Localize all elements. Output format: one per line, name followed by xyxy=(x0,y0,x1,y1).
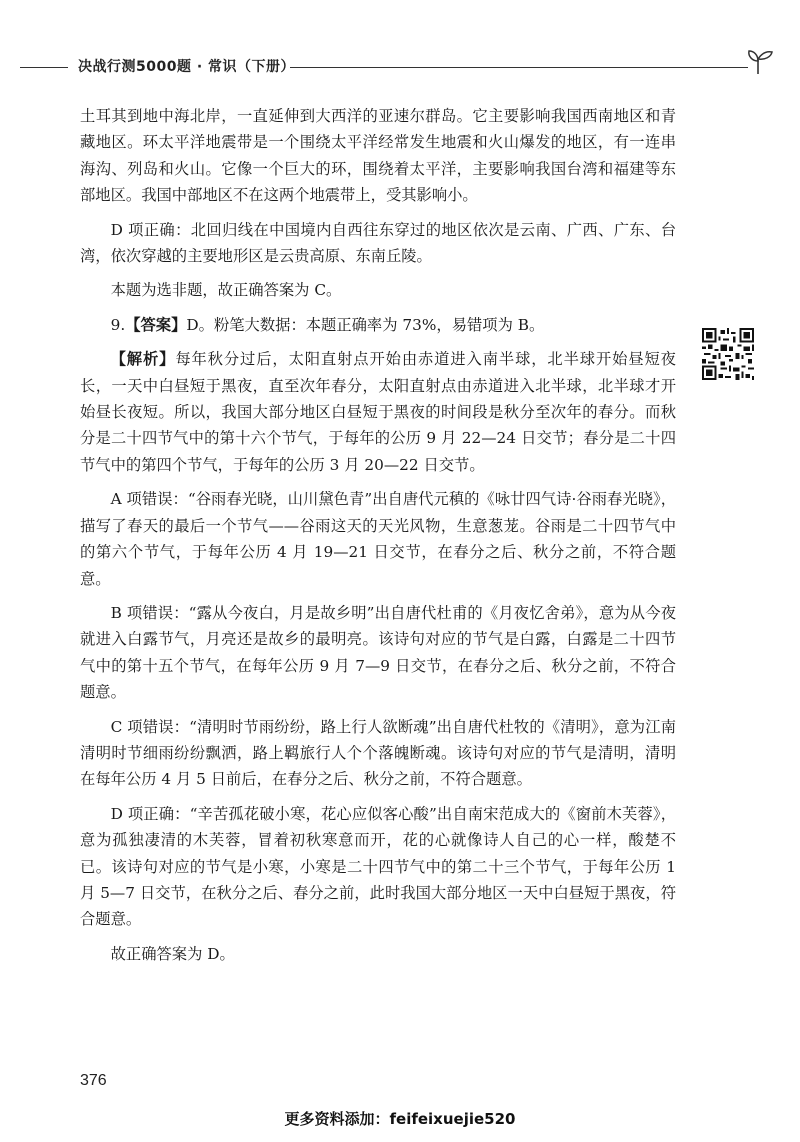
question-number: 9. xyxy=(110,315,126,334)
sprout-icon xyxy=(742,44,776,78)
option-a-paragraph: A 项错误：“谷雨春光晓，山川黛色青”出自唐代元稹的《咏廿四气诗·谷雨春光晓》，描写了春天的最后一个节气——谷雨这天的天光风物，生意葱茏。谷雨是二十四节气中的第六个节气，于每年公历 4 月 19—21 日交节，在春分之后、秋分之前，不符合题意。 xyxy=(80,490,676,588)
analysis-label: 【解析】 xyxy=(110,350,176,369)
answer-text: D。粉笔大数据：本题正确率为 73%，易错项为 B。 xyxy=(186,315,545,334)
paragraph-prev-conclusion: 本题为选非题，故正确答案为 C。 xyxy=(110,281,342,300)
answer-explanation xyxy=(80,103,676,967)
book-title: 决战行测5000题 · 常识（下册） xyxy=(78,59,296,75)
running-header xyxy=(20,56,760,80)
header-rule-right xyxy=(290,67,748,68)
footer-contact-note: 更多资料添加：feifeixuejie520 xyxy=(284,1110,516,1128)
question-9-answer xyxy=(80,312,676,338)
paragraph-option-d-prev: D 项正确：北回归线在中国境内自西往东穿过的地区依次是云南、广西、广东、台湾，依次穿越的主要地形区是云贵高原、东南丘陵。 xyxy=(80,220,676,266)
page-number: 376 xyxy=(80,1072,107,1089)
paragraph-continued: 土耳其到地中海北岸，一直延伸到大西洋的亚速尔群岛。它主要影响我国西南地区和青藏地区。环太平洋地震带是一个围绕太平洋经常发生地震和火山爆发的地区，有一连串海沟、列岛和火山。它像一个巨大的环，围绕着太平洋，主要影响我国台湾和福建等东部地区。我国中部地区不在这两个地震带上，受其影响小。 xyxy=(80,107,676,205)
analysis-text: 每年秋分过后，太阳直射点开始由赤道进入南半球，北半球开始昼短夜长，一天中白昼短于黑夜，直至次年春分，太阳直射点由赤道进入北半球，北半球才开始昼长夜短。所以，我国大部分地区白昼短于黑夜的时间段是秋分至次年的春分。而秋分是二十四节气中的第十六个节气，于每年的公历 9 月 22—24 日交节；春分是二十四节气中的第四个节气，于每年的公历 3 月 20—22 日交节。 xyxy=(80,350,676,474)
option-d-paragraph: D 项正确：“辛苦孤花破小寒，花心应似客心酸”出自南宋范成大的《窗前木芙蓉》，意为孤独凄清的木芙蓉，冒着初秋寒意而开，花的心就像诗人自己的心一样，酸楚不已。该诗句对应的节气是小寒，小寒是二十四节气中的第二十三个节气，于每年公历 1 月 5—7 日交节，在秋分之后、春分之前，此时我国大部分地区一天中白昼短于黑夜，符合题意。 xyxy=(80,804,676,929)
option-b-paragraph: B 项错误：“露从今夜白，月是故乡明”出自唐代杜甫的《月夜忆舍弟》，意为从今夜就进入白露节气，月亮还是故乡的最明亮。该诗句对应的节气是白露，白露是二十四节气中的第十五个节气，在每年公历 9 月 7—9 日交节，在春分之后、秋分之前，不符合题意。 xyxy=(80,603,676,702)
qr-code-icon[interactable] xyxy=(702,328,754,380)
header-rule-left xyxy=(20,67,68,68)
answer-label: 【答案】 xyxy=(125,315,187,334)
final-conclusion: 故正确答案为 D。 xyxy=(110,944,235,963)
option-c-paragraph: C 项错误：“清明时节雨纷纷，路上行人欲断魂”出自唐代杜牧的《清明》，意为江南清明时节细雨纷纷飘洒，路上羁旅行人个个落魄断魂。该诗句对应的节气是清明，清明在每年公历 4 月 5 日前后，在春分之后、秋分之前，不符合题意。 xyxy=(80,717,676,789)
analysis-paragraph xyxy=(80,346,676,478)
